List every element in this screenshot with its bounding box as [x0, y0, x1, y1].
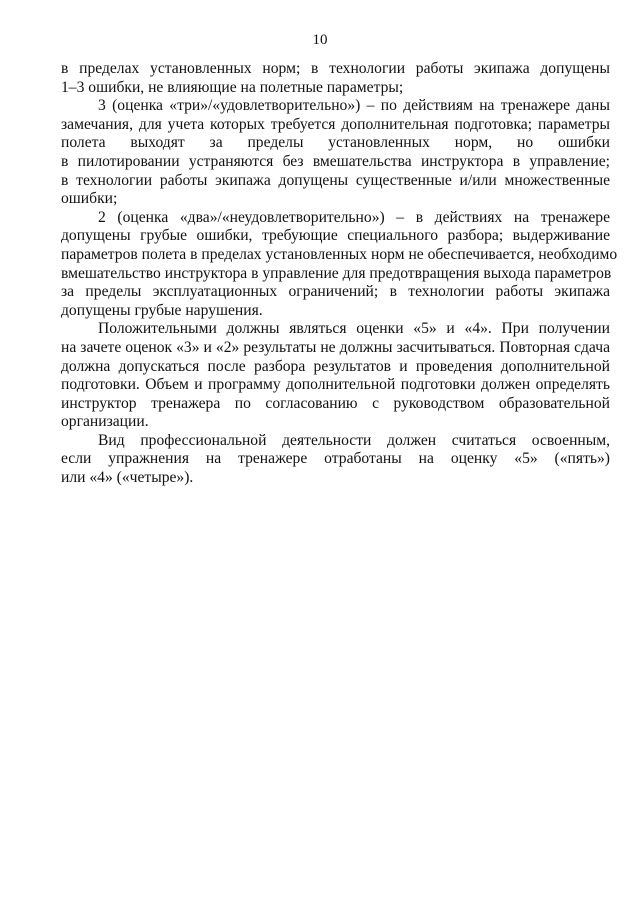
text-line: 1–3 ошибки, не влияющие на полетные параметры; [61, 78, 404, 96]
text-line: организации. [61, 413, 149, 431]
paragraph-positive-grades [61, 320, 610, 432]
paragraph-grade-3 [61, 97, 610, 209]
paragraph-mastery [61, 432, 610, 488]
text-line: допущены грубые нарушения. [61, 301, 263, 319]
document-body [61, 60, 618, 488]
text-line: если упражнения на тренажере отработаны на оценку «5» («пять») [61, 450, 610, 468]
text-line: на зачете оценок «3» и «2» результаты не должны засчитываться. Повторная сдача [61, 338, 610, 356]
text-line: замечания, для учета которых требуется дополнительная подготовка; параметры [61, 115, 610, 133]
page-number: 10 [312, 32, 328, 48]
text-line: в пилотировании устраняются без вмешательства инструктора в управление; [61, 152, 610, 170]
text-line: подготовки. Объем и программу дополнительной подготовки должен определять [61, 376, 610, 394]
text-line: инструктор тренажера по согласованию с руководством образовательной [61, 394, 610, 412]
text-line: вмешательство инструктора в управление для предотвращения выхода параметров [61, 264, 612, 282]
paragraph-grade-2 [61, 208, 618, 321]
text-line: полета выходят за пределы установленных норм, но ошибки [61, 134, 610, 152]
paragraph-continuation [61, 60, 610, 97]
text-line: ошибки; [61, 190, 118, 208]
text-line: Положительными должны являться оценки «5» и «4». При получении [98, 320, 610, 338]
text-line: допущены грубые ошибки, требующие специального разбора; выдерживание [61, 227, 610, 245]
text-line: Вид профессиональной деятельности должен считаться освоенным, [98, 431, 610, 449]
text-line: в пределах установленных норм; в технологии работы экипажа допущены [61, 60, 610, 77]
text-line: должна допускаться после разбора результатов и проведения дополнительной [61, 357, 610, 375]
text-line: за пределы эксплуатационных ограничений; в технологии работы экипажа [61, 283, 610, 301]
text-line: 3 (оценка «три»/«удовлетворительно») – по действиям на тренажере даны [98, 97, 610, 115]
text-line: в технологии работы экипажа допущены существенные и/или множественные [61, 171, 610, 189]
text-line: параметров полета в пределах установленных норм не обеспечивается, необходимо [61, 245, 618, 263]
text-line: или «4» («четыре»). [61, 469, 194, 487]
text-line: 2 (оценка «два»/«неудовлетворительно») – в действиях на тренажере [98, 208, 610, 226]
